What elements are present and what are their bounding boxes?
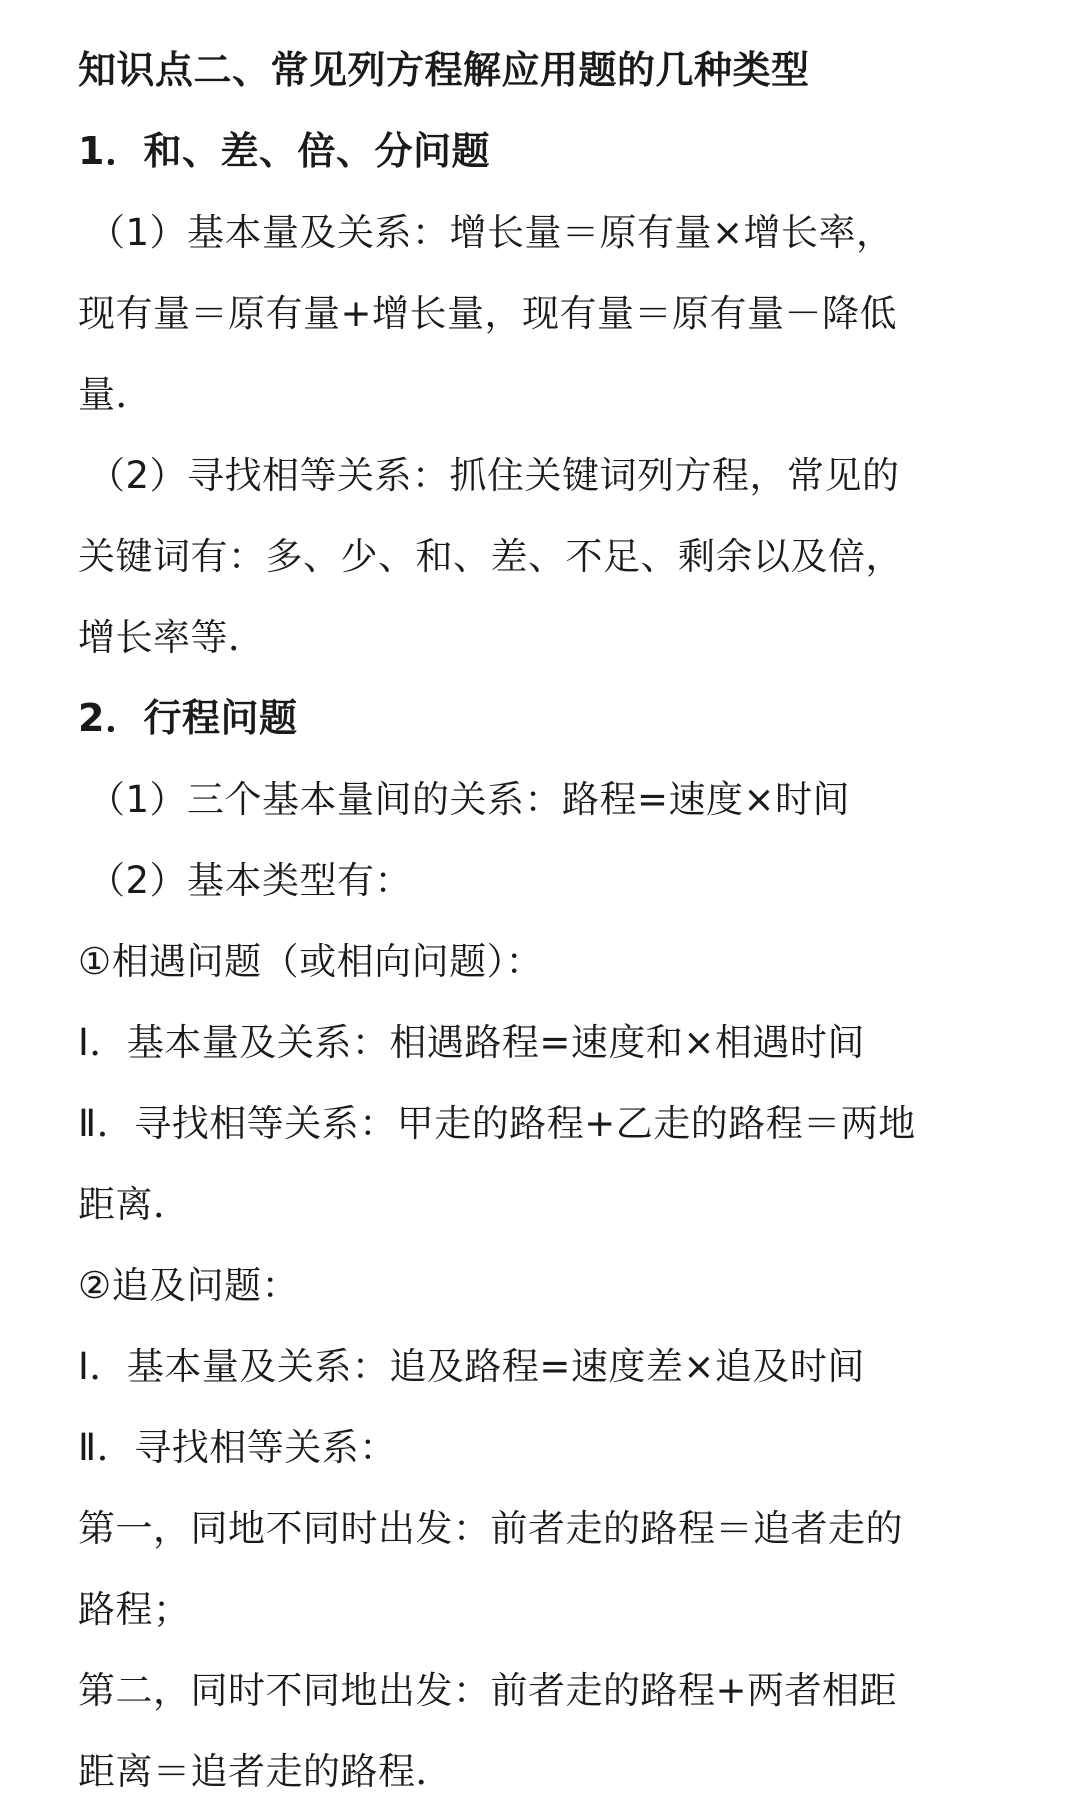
section2-p2: （2）基本类型有：	[88, 859, 413, 902]
chase-item-i: Ⅰ．基本量及关系：追及路程=速度差×追及时间	[78, 1345, 865, 1388]
meet-title: ①相遇问题（或相向问题）：	[78, 940, 544, 983]
meet-item-ii-line1: Ⅱ．寻找相等关系：甲走的路程+乙走的路程＝两地	[78, 1102, 916, 1145]
section1-p1-line2: 现有量＝原有量+增长量，现有量＝原有量－降低	[78, 292, 898, 335]
section1-p1-line1: （1）基本量及关系：增长量＝原有量×增长率，	[88, 211, 894, 254]
section1-p2-line3: 增长率等．	[78, 616, 266, 659]
chase-first-line1: 第一，同地不同时出发：前者走的路程＝追者走的	[78, 1507, 903, 1550]
document-title: 知识点二、常见列方程解应用题的几种类型	[78, 48, 810, 92]
section1-p2-line2: 关键词有：多、少、和、差、不足、剩余以及倍，	[78, 535, 903, 578]
chase-title: ②追及问题：	[78, 1264, 300, 1307]
chase-second-line1: 第二，同时不同地出发：前者走的路程+两者相距	[78, 1669, 898, 1712]
section2-p1: （1）三个基本量间的关系：路程=速度×时间	[88, 778, 851, 821]
meet-item-i: Ⅰ．基本量及关系：相遇路程=速度和×相遇时间	[78, 1021, 865, 1064]
chase-first-line2: 路程；	[78, 1588, 191, 1631]
chase-second-line2: 距离＝追者走的路程．	[78, 1750, 453, 1793]
section1-heading: 1．和、差、倍、分问题	[78, 129, 490, 173]
section2-heading: 2．行程问题	[78, 696, 298, 740]
section1-p2-line1: （2）寻找相等关系：抓住关键词列方程，常见的	[88, 454, 900, 497]
chase-item-ii: Ⅱ．寻找相等关系：	[78, 1426, 397, 1469]
meet-item-ii-line2: 距离．	[78, 1183, 191, 1226]
section1-p1-line3: 量．	[78, 373, 153, 416]
